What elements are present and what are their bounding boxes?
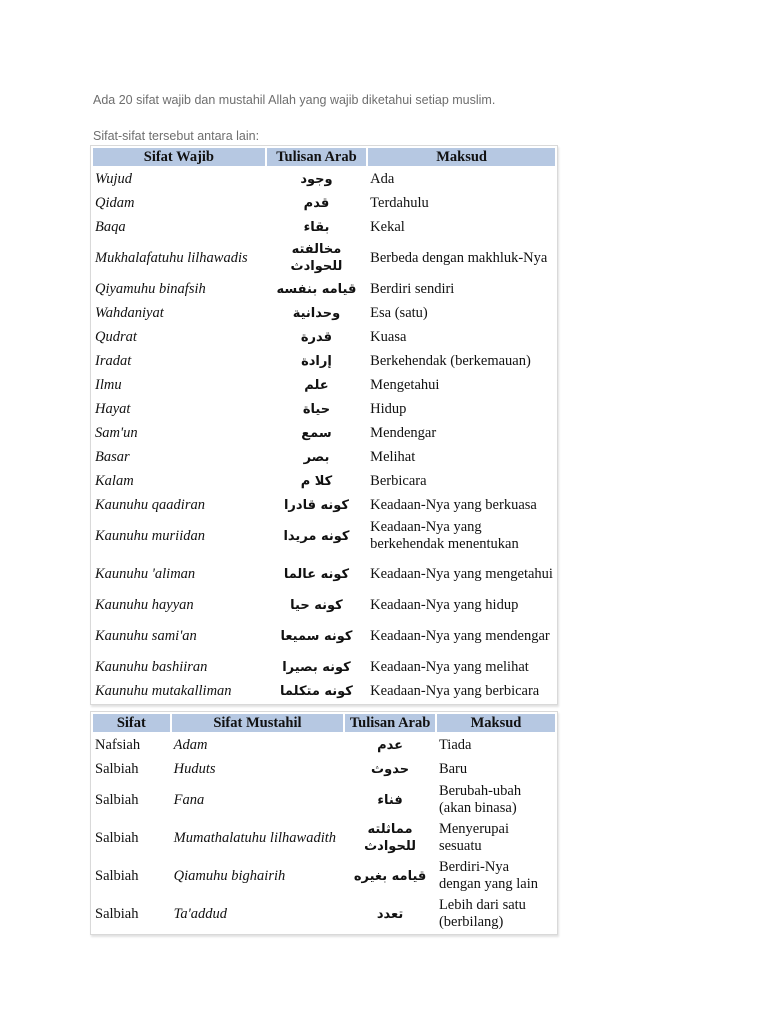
arabic-cell: كونه عالما bbox=[283, 566, 350, 582]
table-row bbox=[93, 446, 555, 468]
maksud-cell: Berbicara bbox=[370, 472, 427, 489]
table-header-row bbox=[93, 714, 555, 732]
maksud-cell: Mengetahui bbox=[370, 376, 440, 393]
maksud-cell: Keadaan-Nya yang mengetahui bbox=[370, 565, 553, 582]
column-header-maksud: Maksud bbox=[437, 714, 555, 732]
table-row bbox=[93, 494, 555, 516]
maksud-cell: Keadaan-Nya yang mendengar bbox=[370, 627, 550, 644]
table-row bbox=[93, 278, 555, 300]
arabic-cell: علم bbox=[304, 377, 329, 393]
arabic-cell: فناء bbox=[377, 792, 403, 808]
maksud-cell: Terdahulu bbox=[370, 194, 429, 211]
jenis-cell: Salbiah bbox=[95, 760, 139, 777]
sifat-mustahil-cell: Fana bbox=[173, 791, 205, 808]
table-row bbox=[93, 326, 555, 348]
maksud-cell: Baru bbox=[438, 760, 468, 777]
table-row bbox=[93, 518, 555, 554]
sifat-cell: Kaunuhu bashiiran bbox=[95, 658, 208, 675]
sifat-cell: Wahdaniyat bbox=[95, 304, 164, 321]
table-row bbox=[93, 782, 555, 818]
table-row bbox=[93, 758, 555, 780]
arabic-cell: كلا م bbox=[300, 473, 333, 489]
table-row bbox=[93, 168, 555, 190]
maksud-cell: Lebih dari satu (berbilang) bbox=[438, 897, 526, 930]
column-header-maksud: Maksud bbox=[368, 148, 555, 166]
maksud-cell: Keadaan-Nya yang hidup bbox=[370, 596, 519, 613]
table-row bbox=[93, 350, 555, 372]
maksud-cell: Keadaan-Nya yang berkuasa bbox=[370, 496, 537, 513]
maksud-cell: Ada bbox=[370, 170, 395, 187]
sifat-cell: Kaunuhu 'aliman bbox=[95, 565, 196, 582]
arabic-cell: مخالفته للحوادث bbox=[290, 242, 343, 274]
intro-subtext: Sifat-sifat tersebut antara lain: bbox=[93, 129, 260, 143]
sifat-mustahil-cell: Qiamuhu bighairih bbox=[173, 867, 286, 884]
maksud-cell: Keadaan-Nya yang berkehendak menentukan bbox=[370, 519, 519, 552]
arabic-cell: كونه متكلما bbox=[280, 683, 353, 699]
table-row bbox=[93, 556, 555, 592]
table-row bbox=[93, 470, 555, 492]
sifat-cell: Mukhalafatuhu lilhawadis bbox=[95, 249, 248, 266]
table-row bbox=[93, 734, 555, 756]
maksud-cell: Keadaan-Nya yang melihat bbox=[370, 658, 529, 675]
jenis-cell: Salbiah bbox=[95, 791, 139, 808]
column-header-sifat-mustahil: Sifat Mustahil bbox=[172, 714, 344, 732]
arabic-cell: قيامه بنفسه bbox=[276, 281, 357, 297]
arabic-cell: وحدانية bbox=[292, 305, 341, 321]
arabic-cell: كونه بصيرا bbox=[282, 659, 351, 675]
table-row bbox=[93, 594, 555, 616]
arabic-cell: إرادة bbox=[301, 353, 332, 369]
column-header-tulisan-arab: Tulisan Arab bbox=[267, 148, 366, 166]
arabic-cell: كونه مريدا bbox=[283, 528, 350, 544]
table-row bbox=[93, 398, 555, 420]
maksud-cell: Berdiri sendiri bbox=[370, 280, 455, 297]
sifat-cell: Qiyamuhu binafsih bbox=[95, 280, 206, 297]
table-row bbox=[93, 216, 555, 238]
arabic-cell: بقاء bbox=[303, 219, 330, 235]
maksud-cell: Melihat bbox=[370, 448, 416, 465]
arabic-cell: عدم bbox=[377, 737, 404, 753]
maksud-cell: Keadaan-Nya yang berbicara bbox=[370, 682, 540, 699]
table-header-row bbox=[93, 148, 555, 166]
arabic-cell: وجود bbox=[300, 171, 333, 187]
arabic-cell: حياة bbox=[302, 401, 331, 417]
maksud-cell: Esa (satu) bbox=[370, 304, 428, 321]
arabic-cell: تعدد bbox=[376, 906, 404, 922]
maksud-cell: Berdiri-Nya dengan yang lain bbox=[438, 859, 539, 892]
table-row bbox=[93, 820, 555, 856]
table-row bbox=[93, 240, 555, 276]
table-row bbox=[93, 858, 555, 894]
sifat-mustahil-cell: Adam bbox=[173, 736, 208, 753]
maksud-cell: Berkehendak (berkemauan) bbox=[370, 352, 531, 369]
sifat-cell: Basar bbox=[95, 448, 130, 465]
maksud-cell: Berubah-ubah (akan binasa) bbox=[438, 783, 522, 816]
sifat-cell: Kaunuhu mutakalliman bbox=[95, 682, 232, 699]
sifat-cell: Qidam bbox=[95, 194, 135, 211]
arabic-cell: قدم bbox=[303, 195, 330, 211]
maksud-cell: Menyerupai sesuatu bbox=[438, 821, 510, 854]
jenis-cell: Salbiah bbox=[95, 905, 139, 922]
table-row bbox=[93, 302, 555, 324]
maksud-cell: Berbeda dengan makhluk-Nya bbox=[370, 249, 548, 266]
sifat-cell: Ilmu bbox=[95, 376, 122, 393]
sifat-mustahil-cell: Ta'addud bbox=[173, 905, 228, 922]
sifat-cell: Wujud bbox=[95, 170, 133, 187]
sifat-cell: Kalam bbox=[95, 472, 134, 489]
maksud-cell: Hidup bbox=[370, 400, 407, 417]
intro-text: Ada 20 sifat wajib dan mustahil Allah yang wajib diketahui setiap muslim. bbox=[93, 93, 496, 107]
sifat-wajib-table bbox=[90, 145, 558, 705]
sifat-cell: Kaunuhu hayyan bbox=[95, 596, 194, 613]
table-row bbox=[93, 374, 555, 396]
table-row bbox=[93, 618, 555, 654]
arabic-cell: سمع bbox=[301, 425, 332, 441]
arabic-cell: كونه قادرا bbox=[283, 497, 349, 513]
arabic-cell: كونه سميعا bbox=[280, 628, 353, 644]
sifat-mustahil-cell: Mumathalatuhu lilhawadith bbox=[173, 829, 336, 846]
arabic-cell: مماثلته للحوادث bbox=[364, 822, 417, 854]
table-row bbox=[93, 192, 555, 214]
sifat-cell: Iradat bbox=[95, 352, 132, 369]
arabic-cell: بصر bbox=[303, 449, 330, 465]
sifat-cell: Kaunuhu sami'an bbox=[95, 627, 197, 644]
table-row bbox=[93, 656, 555, 678]
maksud-cell: Mendengar bbox=[370, 424, 437, 441]
arabic-cell: حدوث bbox=[371, 761, 410, 777]
column-header-sifat: Sifat bbox=[93, 714, 170, 732]
table-row bbox=[93, 896, 555, 932]
jenis-cell: Salbiah bbox=[95, 867, 139, 884]
maksud-cell: Kekal bbox=[370, 218, 405, 235]
column-header-tulisan-arab: Tulisan Arab bbox=[345, 714, 435, 732]
sifat-cell: Qudrat bbox=[95, 328, 137, 345]
jenis-cell: Salbiah bbox=[95, 829, 139, 846]
sifat-cell: Baqa bbox=[95, 218, 126, 235]
sifat-cell: Kaunuhu qaadiran bbox=[95, 496, 205, 513]
arabic-cell: قيامه بغيره bbox=[353, 868, 427, 884]
arabic-cell: قدرة bbox=[300, 329, 333, 345]
table-row bbox=[93, 422, 555, 444]
sifat-cell: Kaunuhu muriidan bbox=[95, 527, 205, 544]
jenis-cell: Nafsiah bbox=[95, 736, 141, 753]
maksud-cell: Tiada bbox=[438, 736, 472, 753]
arabic-cell: كونه حيا bbox=[290, 597, 343, 613]
table-row bbox=[93, 680, 555, 702]
column-header-sifat-wajib: Sifat Wajib bbox=[93, 148, 265, 166]
maksud-cell: Kuasa bbox=[370, 328, 407, 345]
sifat-cell: Hayat bbox=[95, 400, 131, 417]
sifat-mustahil-table bbox=[90, 711, 558, 935]
sifat-mustahil-cell: Huduts bbox=[173, 760, 216, 777]
sifat-cell: Sam'un bbox=[95, 424, 138, 441]
